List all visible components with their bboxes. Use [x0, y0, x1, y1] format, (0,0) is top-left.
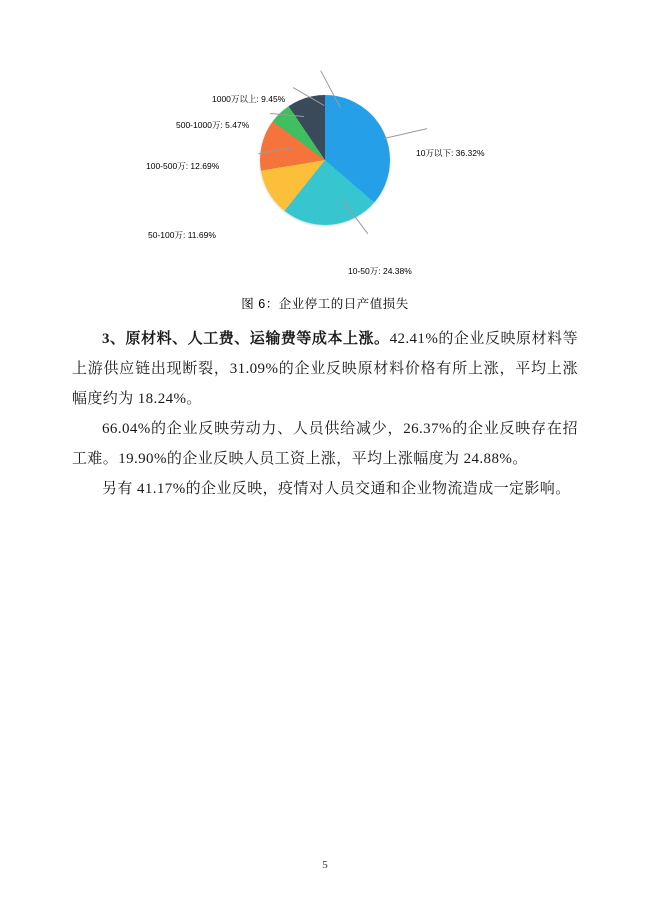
page-number: 5: [322, 859, 328, 871]
pie-chart: [72, 60, 578, 290]
pie-label-10-50: 10-50万: 24.38%: [348, 266, 412, 276]
figure-6: [72, 60, 578, 290]
paragraph-1: [72, 324, 578, 414]
paragraph-1-body: 42.41%的企业反映原材料等上游供应链出现断裂，31.09%的企业反映原材料价格有所上涨，平均上涨幅度约为 18.24%。: [72, 331, 578, 407]
paragraph-1-lead: 3、原材料、人工费、运输费等成本上涨。: [102, 331, 390, 347]
pie-label-50-100: 50-100万: 11.69%: [148, 230, 216, 240]
paragraph-3-body: 另有 41.17%的企业反映，疫情对人员交通和企业物流造成一定影响。: [102, 481, 571, 497]
paragraph-2-body: 66.04%的企业反映劳动力、人员供给减少，26.37%的企业反映存在招工难。19.90%的企业反映人员工资上涨，平均上涨幅度为 24.88%。: [72, 421, 578, 467]
paragraph-2: [72, 414, 578, 474]
page-content: [72, 60, 578, 504]
pie-label-1000plus: 1000万以上: 9.45%: [212, 94, 286, 104]
leader-line-10below: [384, 128, 427, 139]
figure-caption: 图 6：企业停工的日产值损失: [241, 297, 409, 311]
pie-label-10below: 10万以下: 36.32%: [416, 148, 485, 158]
paragraph-3: [72, 474, 578, 504]
pie-label-500-1000: 500-1000万: 5.47%: [176, 120, 250, 130]
pie-label-100-500: 100-500万: 12.69%: [146, 161, 220, 171]
